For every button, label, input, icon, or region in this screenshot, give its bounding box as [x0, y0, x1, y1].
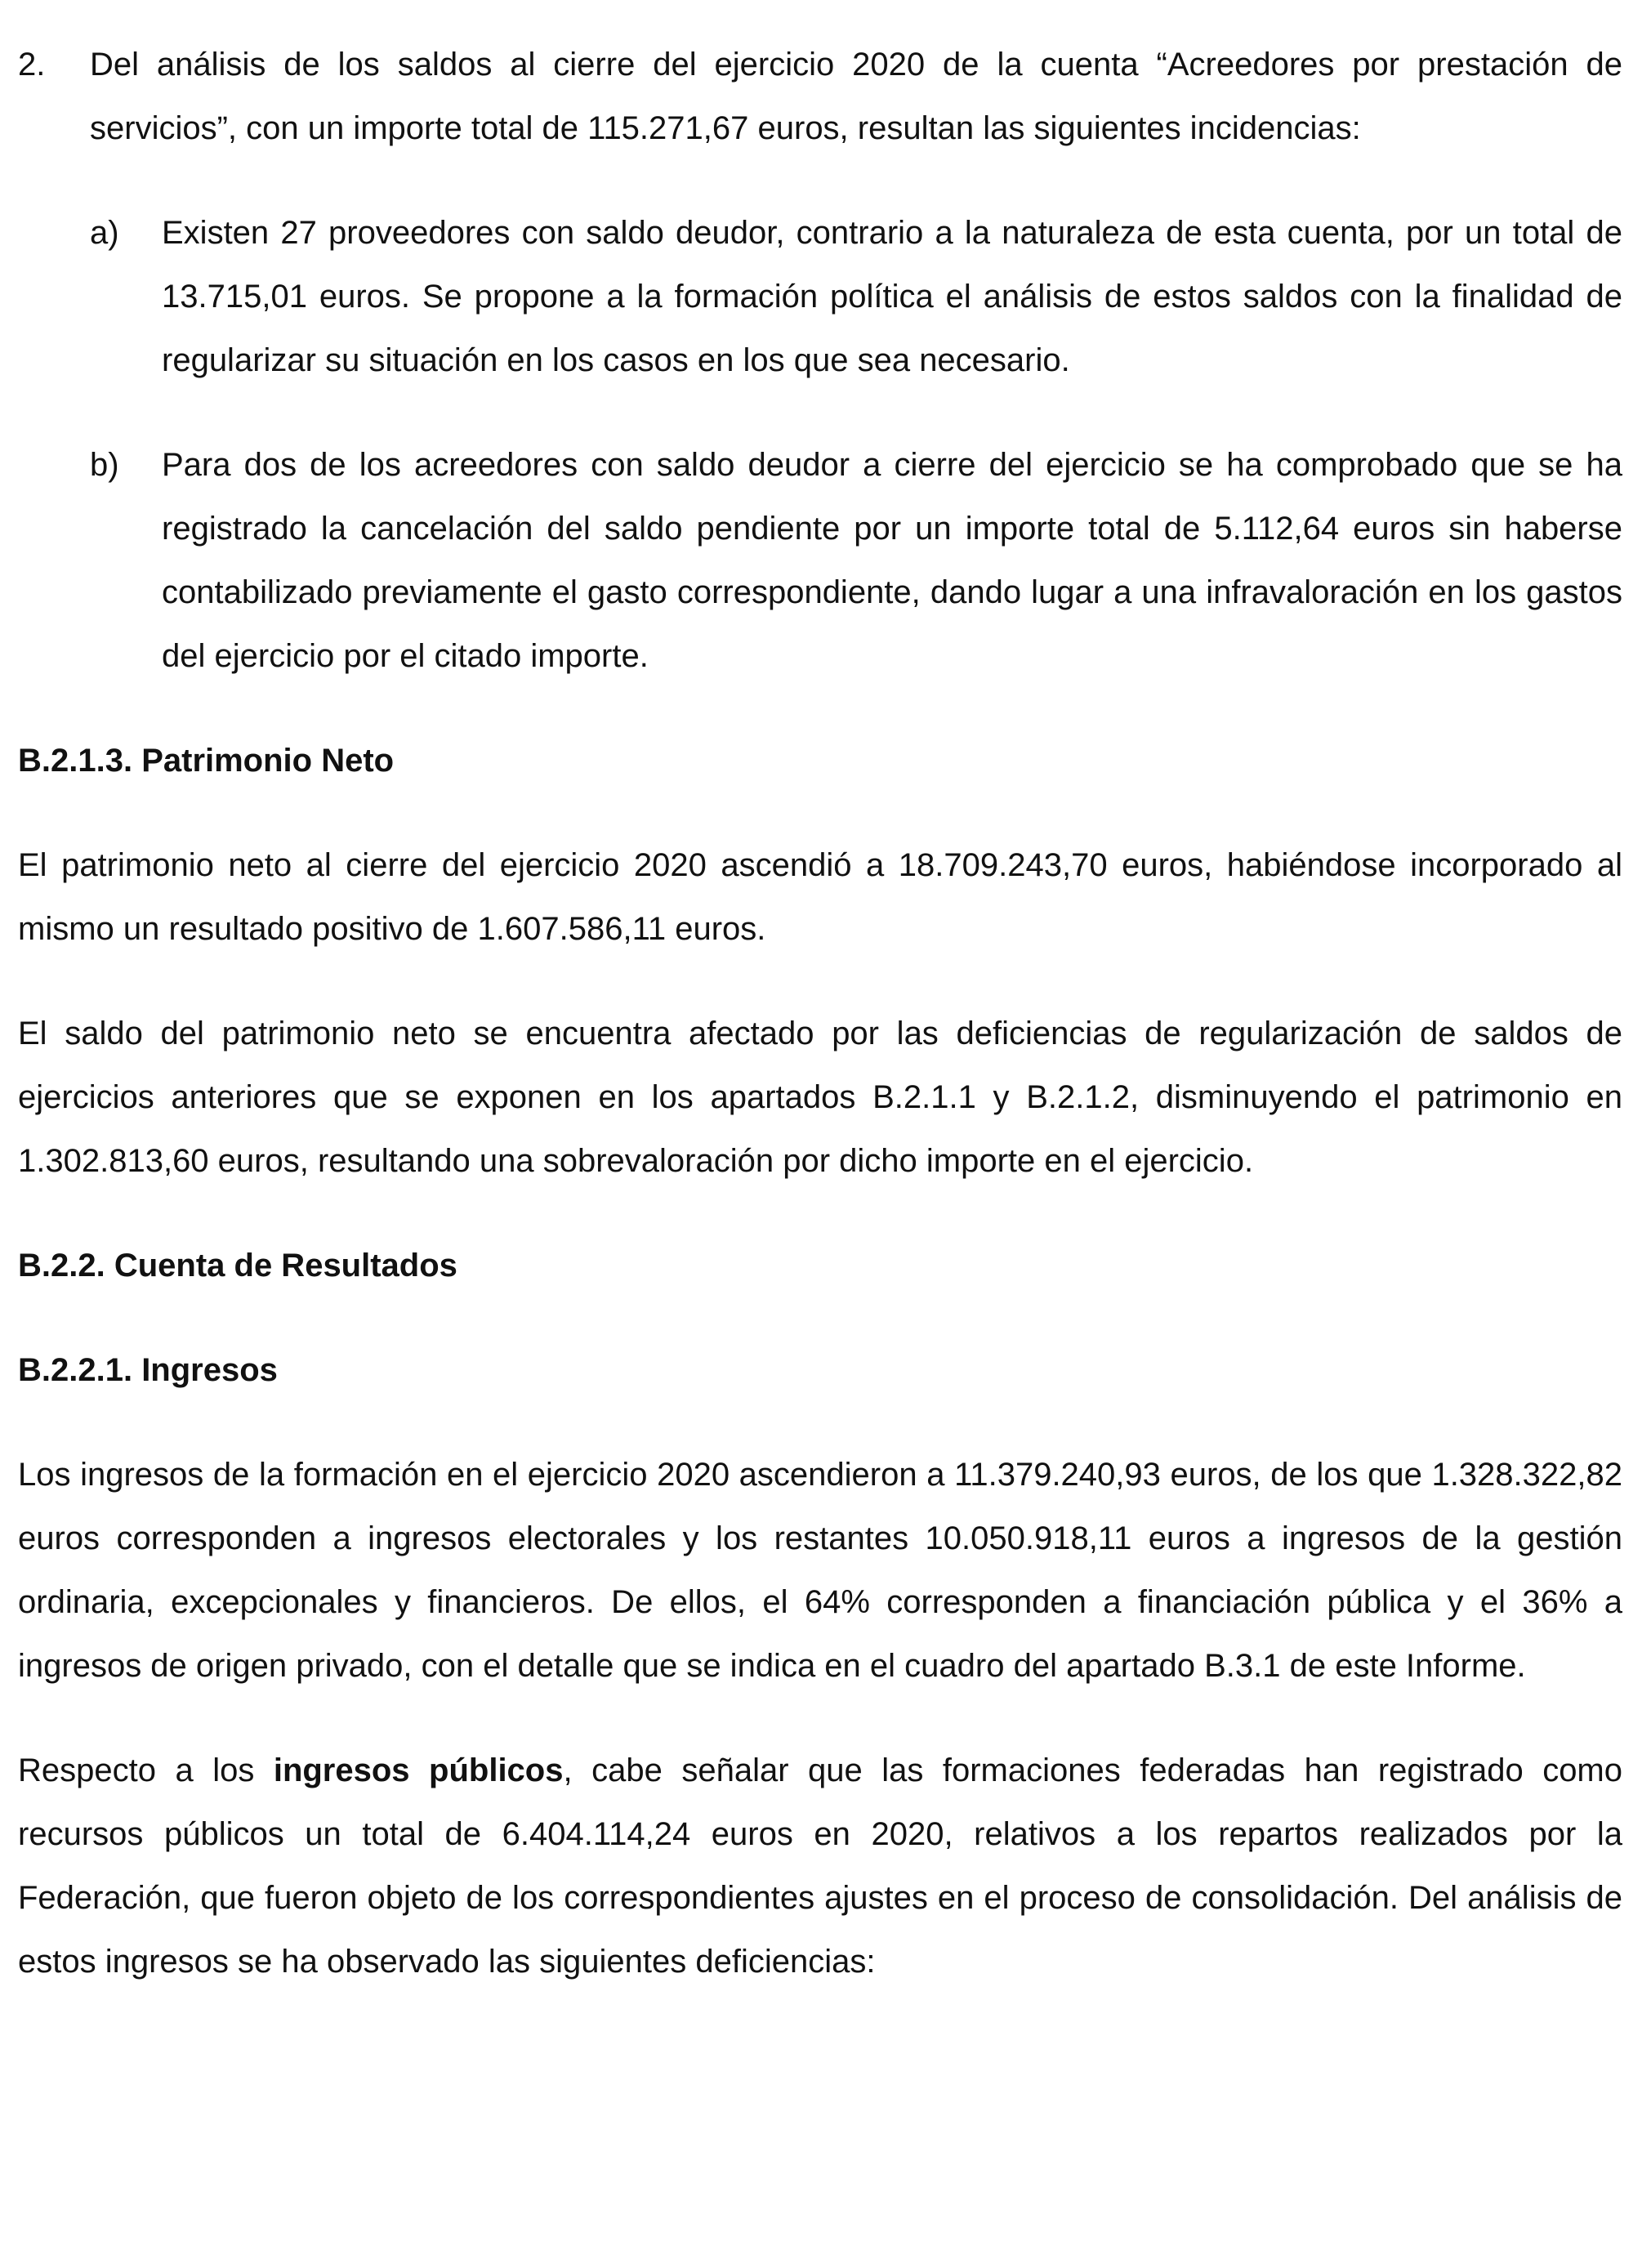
section-heading-ingresos: B.2.2.1. Ingresos: [18, 1352, 278, 1388]
sub-item-a: [90, 201, 1622, 392]
paragraph-text-end: , cabe señalar que las formaciones federadas han registrado como recursos públicos un total de 6.404.114,24 euros en 2020, relativos a los repartos realizados por la Federación, que fueron objeto de los correspondientes ajustes en el proceso de consolidación. Del análisis de estos ingresos se ha observado las siguientes deficiencias:: [18, 1752, 1623, 1980]
list-item-2: [18, 33, 1622, 160]
sub-item-b: [90, 433, 1622, 688]
sub-item-text: Existen 27 proveedores con saldo deudor, contrario a la naturaleza de esta cuenta, por un total de 13.715,01 euros. Se propone a la formación política el análisis de estos saldos con la finalidad de regularizar su situación en los casos en los que sea necesario.: [162, 215, 1622, 378]
sub-item-label: b): [90, 447, 119, 483]
sub-item-text: Para dos de los acreedores con saldo deudor a cierre del ejercicio se ha comprobado que se ha registrado la cancelación del saldo pendiente por un importe total de 5.112,64 euros sin haberse contabilizado previamente el gasto correspondiente, dando lugar a una infravaloración en los gastos del ejercicio por el citado importe.: [162, 447, 1622, 674]
list-item-text: Del análisis de los saldos al cierre del ejercicio 2020 de la cuenta “Acreedores por prestación de servicios”, con un importe total de 115.271,67 euros, resultan las siguientes incidencias:: [90, 47, 1622, 146]
list-item-number: 2.: [18, 47, 46, 83]
bold-term-ingresos-publicos: ingresos públicos: [273, 1752, 564, 1788]
paragraph-ingresos-2: [18, 1739, 1622, 1993]
paragraph-patrimonio-1: El patrimonio neto al cierre del ejercicio 2020 ascendió a 18.709.243,70 euros, habiéndose incorporado al mismo un resultado positivo de 1.607.586,11 euros.: [18, 847, 1622, 947]
section-heading-patrimonio-neto: B.2.1.3. Patrimonio Neto: [18, 743, 395, 779]
section-heading-cuenta-resultados: B.2.2. Cuenta de Resultados: [18, 1248, 457, 1284]
paragraph-patrimonio-2: El saldo del patrimonio neto se encuentra afectado por las deficiencias de regularización de saldos de ejercicios anteriores que se exponen en los apartados B.2.1.1 y B.2.1.2, disminuyendo el patrimonio en 1.302.813,60 euros, resultando una sobrevaloración por dicho importe en el ejercicio.: [18, 1016, 1622, 1179]
document-page: [18, 33, 1622, 1993]
paragraph-text-start: Respecto a los: [18, 1752, 274, 1788]
sub-item-label: a): [90, 215, 119, 251]
paragraph-ingresos-1: Los ingresos de la formación en el ejercicio 2020 ascendieron a 11.379.240,93 euros, de los que 1.328.322,82 euros corresponden a ingresos electorales y los restantes 10.050.918,11 euros a ingresos de la gestión ordinaria, excepcionales y financieros. De ellos, el 64% corresponden a financiación pública y el 36% a ingresos de origen privado, con el detalle que se indica en el cuadro del apartado B.3.1 de este Informe.: [18, 1457, 1622, 1684]
